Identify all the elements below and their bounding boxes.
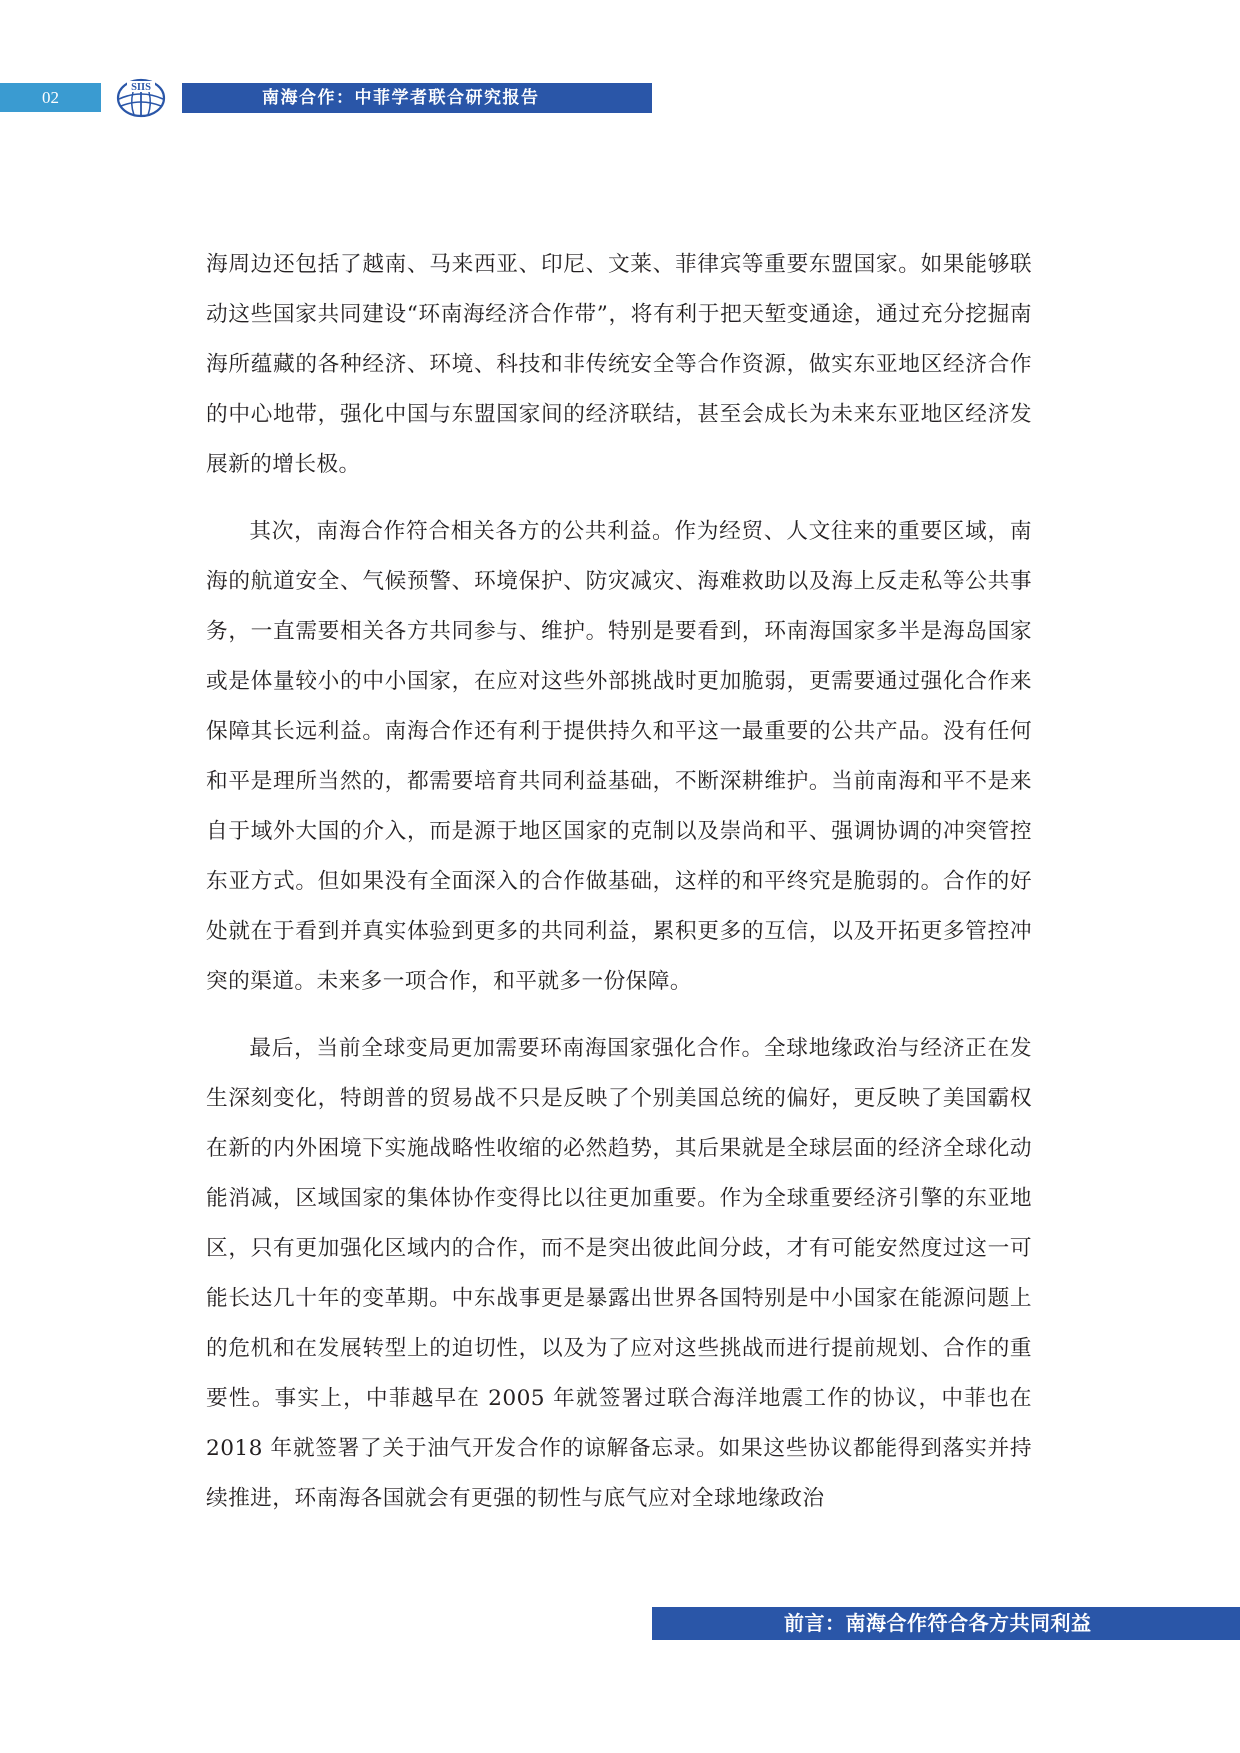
paragraph-1: 海周边还包括了越南、马来西亚、印尼、文莱、菲律宾等重要东盟国家。如果能够联动这些国家共同建设“环南海经济合作带”，将有利于把天堑变通途，通过充分挖掘南海所蕴藏的各种经济、环境、科技和非传统安全等合作资源，做实东亚地区经济合作的中心地带，强化中国与东盟国家间的经济联结，甚至会成长为未来东亚地区经济发展新的增长极。: [206, 252, 1032, 477]
footer-bar: [652, 1607, 1240, 1640]
paragraph-2: 其次，南海合作符合相关各方的公共利益。作为经贸、人文往来的重要区域，南海的航道安全、气候预警、环境保护、防灾减灾、海难救助以及海上反走私等公共事务，一直需要相关各方共同参与、维护。特别是要看到，环南海国家多半是海岛国家或是体量较小的中小国家，在应对这些外部挑战时更加脆弱，更需要通过强化合作来保障其长远利益。南海合作还有利于提供持久和平这一最重要的公共产品。没有任何和平是理所当然的，都需要培育共同利益基础，不断深耕维护。当前南海和平不是来自于域外大国的介入，而是源于地区国家的克制以及崇尚和平、强调协调的冲突管控东亚方式。但如果没有全面深入的合作做基础，这样的和平终究是脆弱的。合作的好处就在于看到并真实体验到更多的共同利益，累积更多的互信，以及开拓更多管控冲突的渠道。未来多一项合作，和平就多一份保障。: [206, 519, 1032, 994]
document-title: 南海合作：中菲学者联合研究报告: [262, 88, 540, 108]
section-title: 前言：南海合作符合各方共同利益: [784, 1611, 1092, 1635]
header-title-bar: [182, 83, 652, 113]
body-text: [206, 240, 1032, 1541]
siis-logo: [115, 76, 167, 120]
logo-text: SIIS: [131, 82, 151, 93]
page-number: 02: [0, 83, 101, 112]
paragraph-3: 最后，当前全球变局更加需要环南海国家强化合作。全球地缘政治与经济正在发生深刻变化，特朗普的贸易战不只是反映了个别美国总统的偏好，更反映了美国霸权在新的内外困境下实施战略性收缩的必然趋势，其后果就是全球层面的经济全球化动能消减，区域国家的集体协作变得比以往更加重要。作为全球重要经济引擎的东亚地区，只有更加强化区域内的合作，而不是突出彼此间分歧，才有可能安然度过这一可能长达几十年的变革期。中东战事更是暴露出世界各国特别是中小国家在能源问题上的危机和在发展转型上的迫切性，以及为了应对这些挑战而进行提前规划、合作的重要性。事实上，中菲越早在 2005 年就签署过联合海洋地震工作的协议，中菲也在 2018 年就签署了关于油气开发合作的谅解备忘录。如果这些协议都能得到落实并持续推进，环南海各国就会有更强的韧性与底气应对全球地缘政治: [206, 1036, 1032, 1511]
